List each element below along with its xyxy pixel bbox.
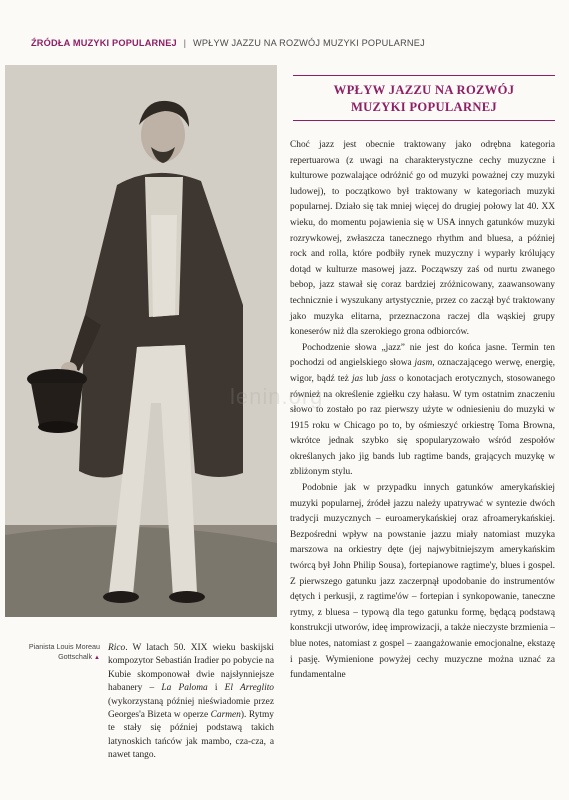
text-run: . W latach 50. XIX wieku baskijski kompozytor Sebastián Iradier po pobycie na Kubie skomponował dwie najsłynniejsze habanery – xyxy=(108,643,274,694)
running-header xyxy=(31,38,551,48)
italic-text: jasm xyxy=(414,358,433,369)
title-line-1: WPŁYW JAZZU NA ROZWÓJ xyxy=(333,83,515,97)
portrait-photo xyxy=(5,65,277,617)
italic-text: La Paloma xyxy=(161,683,208,694)
italic-text: Carmen xyxy=(210,710,241,721)
header-section: ŹRÓDŁA MUZYKI POPULARNEJ xyxy=(31,38,177,48)
italic-text: jas xyxy=(351,373,363,384)
header-current-chapter: WPŁYW JAZZU NA ROZWÓJ MUZYKI POPULARNEJ xyxy=(192,38,425,48)
continued-text xyxy=(108,642,274,763)
caption-triangle-icon: ▲ xyxy=(94,655,100,661)
watermark: lenin.org xyxy=(230,384,324,409)
paragraph-1: Choć jazz jest obecnie traktowany jako odrębna kategoria repertuarowa (z uwagi na charakterystyczne cechy muzyczne i kulturowe pozwalające odróżnić go od muzyki poważnej czy muzyki ludowej), to początkowo był traktowany w kategoriach muzyki popularnej. Działo się tak mniej więcej do drugiej połowy lat 40. XX wieku, do momentu pojawienia się w USA innych gatunków muzyki rozrywkowej, zwłaszcza tanecznego rhythm and bluesa, a później rock and rolla, które podbiły rynek muzyczny i wyparły królujący dotąd w kulturze masowej jazz. Począwszy zaś od nurtu zwanego bebop, jazz stawał się coraz bardziej zróżnicowany, zaawansowany technicznie i wyszukany artystycznie, przez co zaczął być traktowany jako muzyka elitarna, przeznaczona raczej dla wąskiej grupy koneserów niż dla szerokiego grona odbiorców. xyxy=(290,140,555,338)
title-line-2: MUZYKI POPULARNEJ xyxy=(350,100,498,114)
text-run: Pochodzenie słowa „jazz” nie jest do końca jasne. Termin ten pochodzi od angielskiego słowa xyxy=(290,342,555,369)
portrait-illustration xyxy=(5,65,277,617)
paragraph-3: Podobnie jak w przypadku innych gatunków amerykańskiej muzyki popularnej, źródeł jazzu należy upatrywać w syntezie dwóch tradycji muzycznych – euroamerykańskiej oraz afroamerykańskiej. Bezpośredni wpływ na powstanie jazzu miały natomiast muzyka marszowa na orkiestry dęte (jej najwybitniejszym amerykańskim twórcą był John Philip Sousa), fortepianowe ragtime'y, blues i gospel. Z pierwszego gatunku jazz zaczerpnął upodobanie do instrumentów dętych i perkusji, z ragtime'ów – fortepian i synkopowanie, taneczne rytmy, z bluesa – typową dla tego gatunku formę, będącą podstawą konstrukcji utworów, ideę improwizacji, a także nieczyste brzmienia – blue notes, natomiast z gospel – zaangażowanie emocjonalne, ekstazę i pasję. Wymienione powyżej cechy muzyczne można uznać za fundamentalne xyxy=(290,483,555,681)
italic-text: jass xyxy=(381,373,396,384)
text-run: lub xyxy=(362,373,382,384)
paragraph-2 xyxy=(290,341,555,481)
italic-text: Rico xyxy=(108,643,126,653)
caption-line-2: Gottschalk xyxy=(58,652,93,661)
text-run: i xyxy=(207,683,225,694)
article-body xyxy=(290,138,555,684)
text-run: (wykorzystaną później nieświadomie przez Georges'a Bizeta w operze xyxy=(108,696,274,721)
text-run: o konotacjach erotycznych, stosowanego również na określenie zgiełku czy hałasu. W tym ostatnim znaczeniu słowo to zostało po raz pierwszy użyte w odniesieniu do muzyki w 1915 roku w Chicago po to, by ośmieszyć orkiestrę Toma Browna, wkrótce jednak szybko się spopularyzowało wśród zespołów określanych jako jig bands lub ragtime bands, grających muzykę w zbliżonym stylu. xyxy=(290,373,556,478)
caption-line-1: Pianista Louis Moreau xyxy=(28,642,100,651)
italic-text: El Arreglito xyxy=(224,683,274,694)
continued-paragraph xyxy=(108,642,274,763)
header-separator: | xyxy=(183,38,187,48)
text-run: ). Rytmy te stały się później podstawą takich latynoskich tańców jak mambo, cza-cza, a nawet tango. xyxy=(108,710,274,761)
article-title xyxy=(293,75,555,121)
text-run: , oznaczającego werwę, energię, wigor, bądź też xyxy=(290,358,555,384)
photo-caption xyxy=(28,642,100,663)
